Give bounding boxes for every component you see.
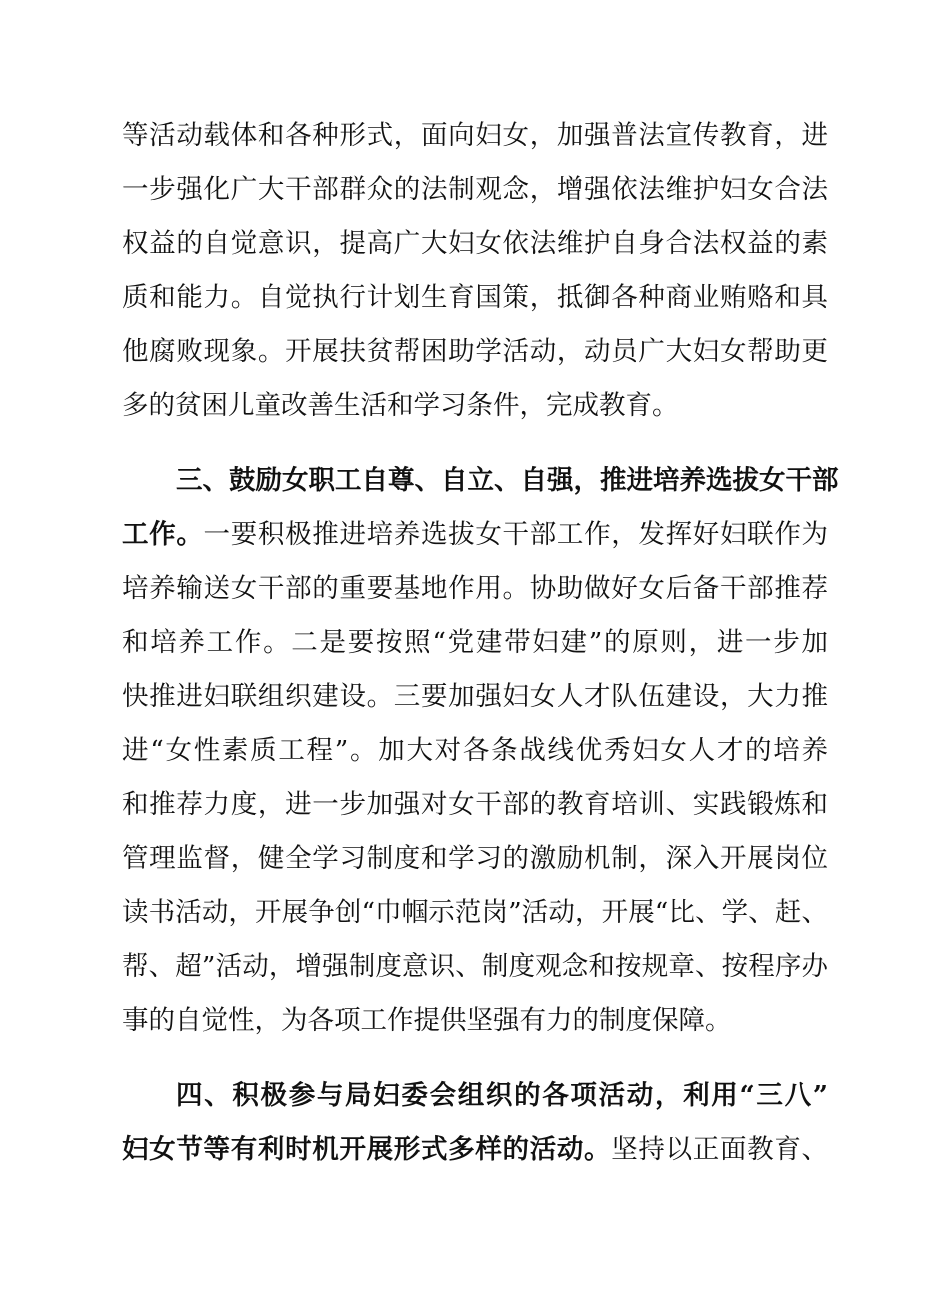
paragraph-1-line-6: 多的贫困儿童改善生活和学习条件，完成教育。 [122,390,679,421]
paragraph-2-line-11: 事的自觉性，为各项工作提供坚强有力的制度保障。 [122,1005,732,1036]
paragraph-2-line-4: 和培养工作。二是要按照“党建带妇建”的原则，进一步加 [122,627,828,658]
section-3-heading: 三、鼓励女职工自尊、自立、自强，推进培养选拔女干部 [176,465,839,496]
paragraph-2-line-8: 管理监督，健全学习制度和学习的激励机制，深入开展岗位 [122,843,828,874]
paragraph-2-line-7: 和推荐力度，进一步加强对女干部的教育培训、实践锻炼和 [122,789,828,820]
paragraph-1-line-3: 权益的自觉意识，提高广大妇女依法维护自身合法权益的素 [122,228,828,259]
paragraph-1-line-5: 他腐败现象。开展扶贫帮困助学活动，动员广大妇女帮助更 [122,336,828,367]
section-3-heading-line-2 [122,515,828,555]
paragraph-2-line-10: 帮、超”活动，增强制度意识、制度观念和按规章、按程序办 [122,951,828,982]
paragraph-2-line-5: 快推进妇联组织建设。三要加强妇女人才队伍建设，大力推 [122,681,828,712]
paragraph-1-line-4: 质和能力。自觉执行计划生育国策，抵御各种商业贿赂和具 [122,282,828,313]
paragraph-2-line-6: 进“女性素质工程”。加大对各条战线优秀妇女人才的培养 [122,735,828,766]
section-4-heading-line-2 [122,1130,828,1170]
section-4-body-start: 坚持以正面教育、 [611,1134,829,1165]
section-4-heading-tail: 妇女节等有利时机开展形式多样的活动。 [122,1134,612,1165]
section-3-heading-tail: 工作。 [122,519,204,550]
paragraph-2-line-3: 培养输送女干部的重要基地作用。协助做好女后备干部推荐 [122,573,828,604]
paragraph-1-line-1: 等活动载体和各种形式，面向妇女，加强普法宣传教育，进 [122,120,828,151]
paragraph-2-line-9: 读书活动，开展争创“巾帼示范岗”活动，开展“比、学、赶、 [122,897,828,928]
section-4-heading: 四、积极参与局妇委会组织的各项活动，利用“三八” [176,1080,828,1111]
paragraph-1-line-2: 一步强化广大干部群众的法制观念，增强依法维护妇女合法 [122,174,828,205]
section-3-body-start: 一要积极推进培养选拔女干部工作，发挥好妇联作为 [203,519,829,550]
